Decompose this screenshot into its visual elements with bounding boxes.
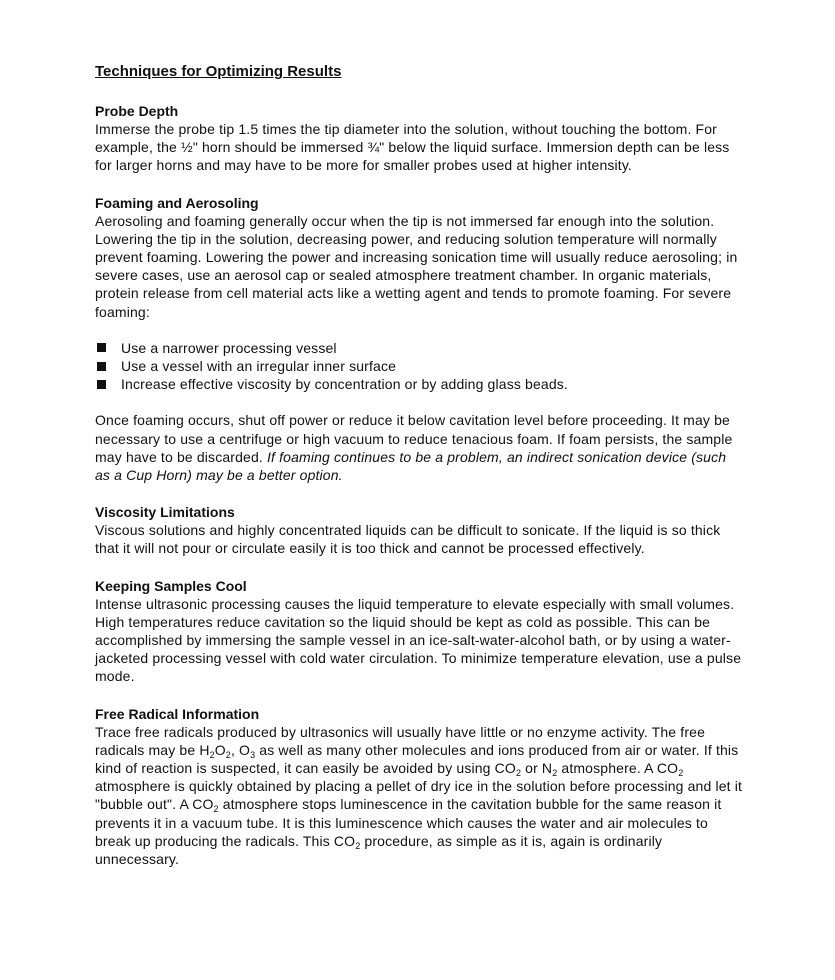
section-heading-viscosity: Viscosity Limitations xyxy=(95,504,235,521)
document-title: Techniques for Optimizing Results xyxy=(95,63,342,80)
section-foaming xyxy=(95,194,745,485)
foaming-text: Aerosoling and foaming generally occur when the tip is not immersed far enough into the solution. Lowering the tip in the solution, decreasing power, and reducing solution temperature will normally prevent foaming. Lowering the power and increasing sonication time will usually reduce aerosoling; in severe cases, use an aerosol cap or sealed atmosphere treatment chamber. In organic materials, protein release from cell material acts like a wetting agent and tends to promote foaming. For severe foaming: xyxy=(95,212,738,320)
text-run: Trace free radicals produced by ultrasonics will usually have little or no enzyme activity. The free radicals may be H xyxy=(95,723,706,758)
text-run: or N xyxy=(521,760,553,777)
list-item xyxy=(95,357,745,375)
list-item xyxy=(95,339,745,357)
section-viscosity xyxy=(95,503,745,557)
text-run: atmosphere. A CO xyxy=(557,760,679,777)
bullet-text: Increase effective viscosity by concentration or by adding glass beads. xyxy=(121,376,568,393)
section-probe-depth xyxy=(95,102,745,175)
text-run: procedure, as simple as it is, again is ordinarily unnecessary. xyxy=(95,832,663,868)
text-run: atmosphere stops luminescence in the cavitation bubble for the same reason it prevents it in a vacuum tube. It is this luminescence which causes the water and air molecules to break up producing the radicals. This CO xyxy=(95,796,722,849)
subscript: 2 xyxy=(552,768,558,779)
text-run: as well as many other molecules and ions produced from air or water. If this kind of reaction is suspected, it can easily be avoided by using CO xyxy=(95,741,739,777)
section-heading-foaming: Foaming and Aerosoling xyxy=(95,194,259,211)
text-run: O xyxy=(214,741,226,758)
section-cooling xyxy=(95,577,745,686)
bullet-text: Use a vessel with an irregular inner surface xyxy=(121,358,397,375)
subscript: 3 xyxy=(250,749,256,760)
section-free-radical xyxy=(95,705,745,869)
subscript: 2 xyxy=(209,749,215,760)
section-heading-probe-depth: Probe Depth xyxy=(95,103,179,119)
subscript: 2 xyxy=(515,768,522,779)
probe-depth-text: Immerse the probe tip 1.5 times the tip diameter into the solution, without touching the bottom. For example, the ½" horn should be immersed ¾" below the liquid surface. Immersion depth can be less for larger horns and may have to be more for smaller probes used at higher intensity. xyxy=(95,121,730,174)
section-heading-cooling: Keeping Samples Cool xyxy=(95,577,247,594)
text-run: atmosphere is quickly obtained by placing a pellet of dry ice in the solution before processing and let it "bubble out". A CO xyxy=(95,778,743,813)
bullet-text: Use a narrower processing vessel xyxy=(121,339,337,356)
free-radical-text xyxy=(95,723,745,869)
subscript: 2 xyxy=(213,804,219,815)
subscript: 2 xyxy=(678,768,684,779)
subscript: 2 xyxy=(225,749,231,760)
subscript: 2 xyxy=(355,840,361,851)
list-item xyxy=(95,375,745,393)
section-heading-free-radical: Free Radical Information xyxy=(95,705,260,722)
cooling-text: Intense ultrasonic processing causes the liquid temperature to elevate especially with small volumes. High temperatures reduce cavitation so the liquid should be kept as cold as possible. This can be accomplished by immersing the sample vessel in an ice-salt-water-alcohol bath, or by using a water-jacketed processing vessel with cold water circulation. To minimize temperature elevation, use a pulse mode. xyxy=(95,595,742,685)
square-bullet-icon xyxy=(97,362,106,371)
square-bullet-icon xyxy=(97,380,106,389)
foaming-followup-text xyxy=(95,411,745,484)
text-run: , O xyxy=(230,741,251,758)
foaming-followup-italic: If foaming continues to be a problem, an indirect sonication device (such as a Cup Horn) may be a better option. xyxy=(95,448,727,484)
viscosity-text: Viscous solutions and highly concentrated liquids can be difficult to sonicate. If the liquid is so thick that it will not pour or circulate easily it is too thick and cannot be processed effectively. xyxy=(95,522,721,557)
square-bullet-icon xyxy=(97,343,106,352)
foaming-bullet-list xyxy=(95,339,745,394)
foaming-followup-regular: Once foaming occurs, shut off power or reduce it below cavitation level before proceeding. It may be necessary to use a centrifuge or high vacuum to reduce tenacious foam. If foam persists, the sample may have to be discarded. xyxy=(95,412,733,465)
